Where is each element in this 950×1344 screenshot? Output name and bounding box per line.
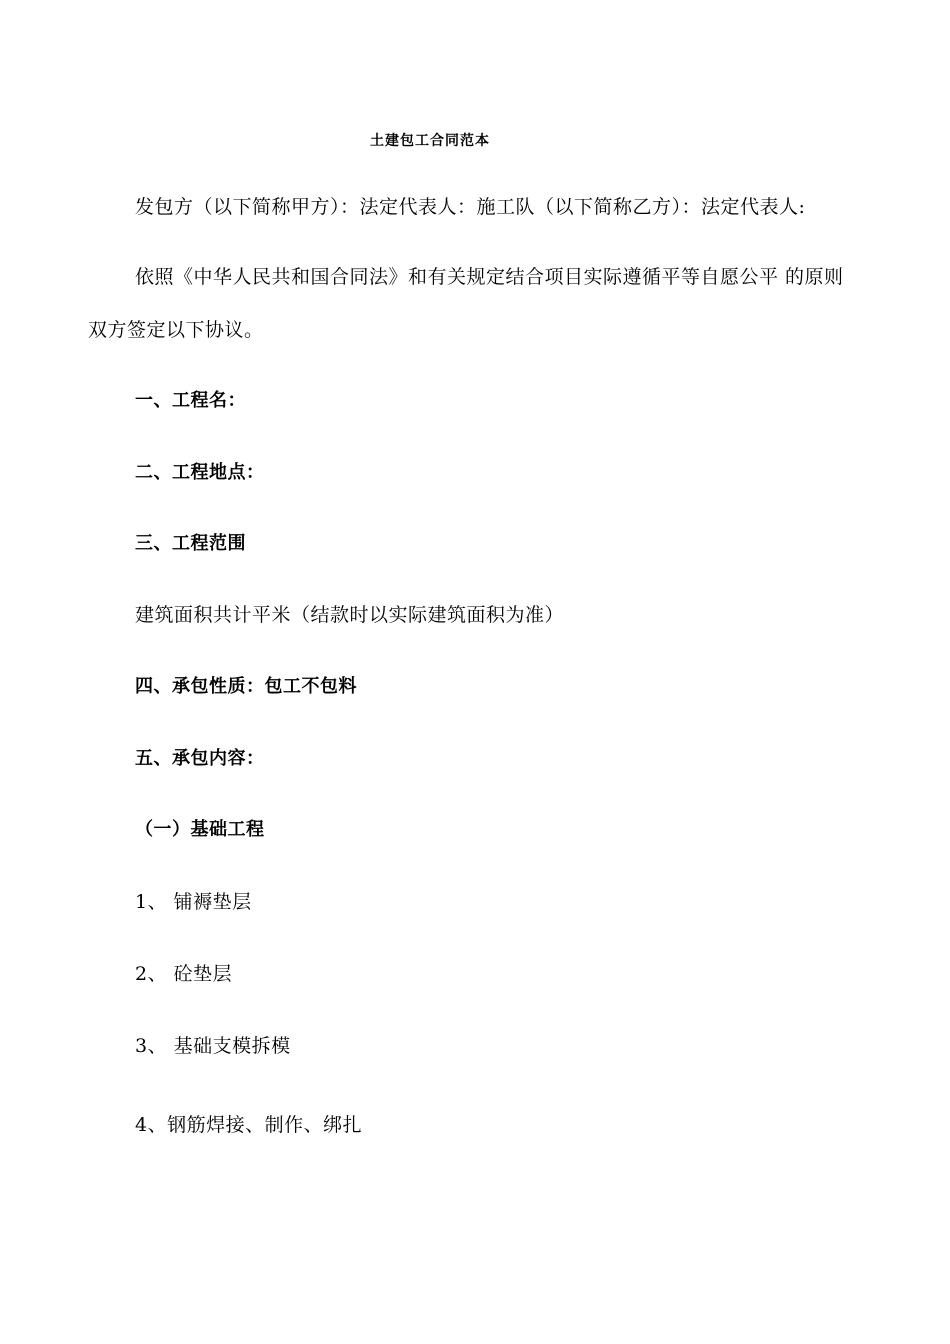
section-heading-contract-nature: 四、承包性质：包工不包料 [135, 676, 357, 697]
list-item: 2、 砼垫层 [135, 963, 233, 985]
parties-line: 发包方（以下简称甲方）：法定代表人：施工队（以下简称乙方）：法定代表人: [135, 196, 806, 218]
preamble-line-1: 依照《中华人民共和国合同法》和有关规定结合项目实际遵循平等自愿公平 的原则 [135, 266, 844, 288]
section-heading-project-scope: 三、工程范围 [135, 533, 246, 554]
subsection-heading-foundation: （一）基础工程 [135, 819, 265, 840]
list-item: 3、 基础支模拆模 [135, 1035, 291, 1057]
list-item: 1、 铺褥垫层 [135, 891, 252, 913]
document-title: 土建包工合同范本 [370, 133, 490, 149]
section-heading-project-name: 一、工程名： [135, 390, 246, 411]
preamble-line-2: 双方签定以下协议。 [88, 319, 264, 341]
scope-text: 建筑面积共计平米（结款时以实际建筑面积为准） [135, 604, 565, 626]
section-heading-contract-content: 五、承包内容： [135, 748, 265, 769]
list-item: 4、钢筋焊接、制作、绑扎 [135, 1114, 363, 1136]
section-heading-project-location: 二、工程地点： [135, 462, 265, 483]
